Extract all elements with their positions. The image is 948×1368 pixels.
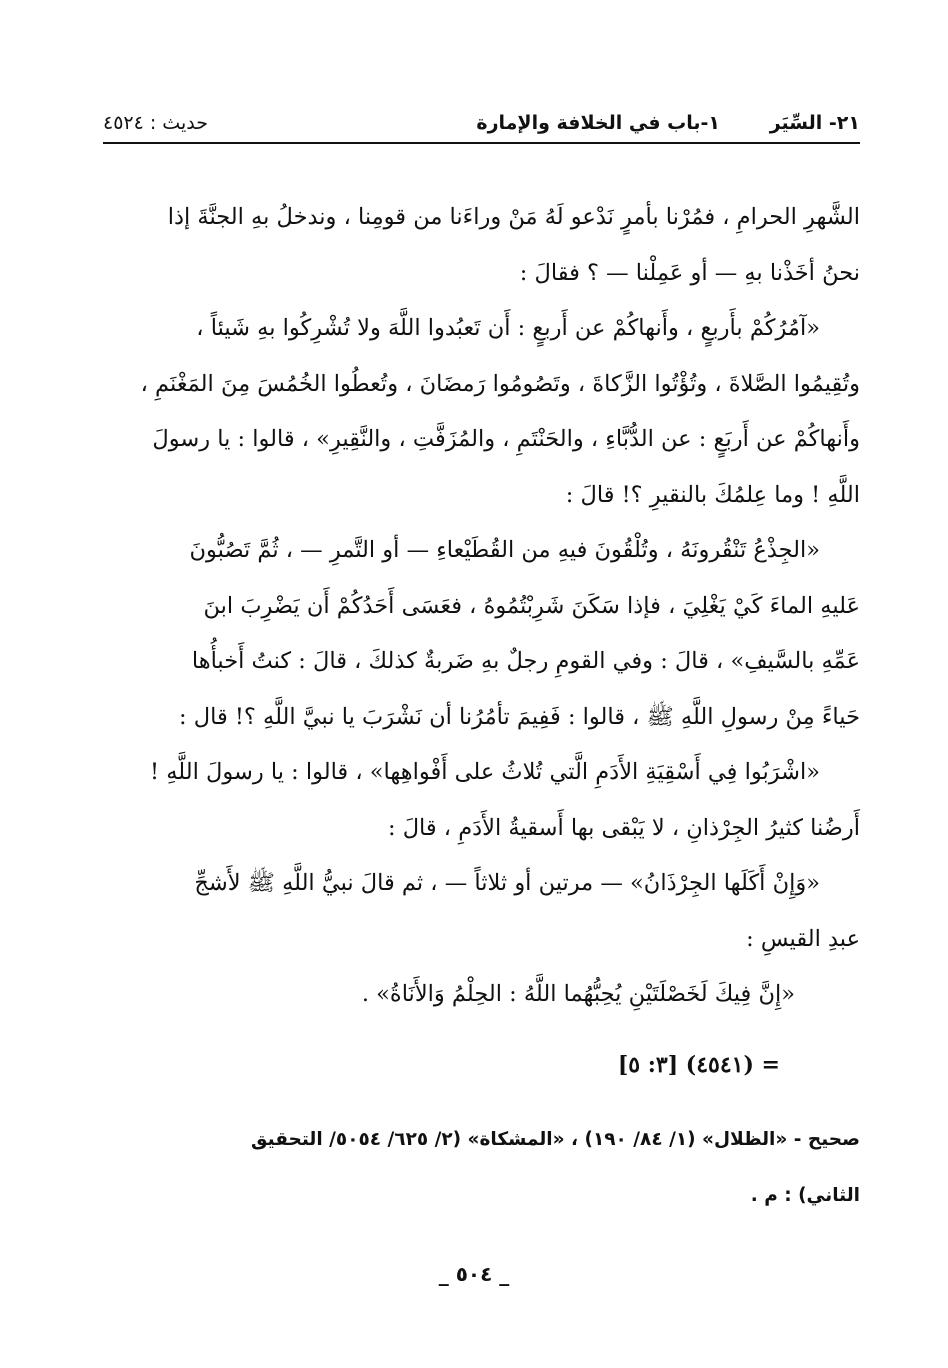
running-header xyxy=(103,108,860,144)
text-line: «وَإِنْ أَكَلَها الجِرْذَانُ» — مرتين أو ثلاثاً — ، ثم قالَ نبيُّ اللَّهِ ﷺ لأَشجِّ xyxy=(194,870,820,896)
cross-reference xyxy=(103,1052,860,1078)
text-line: وأَنهاكُمْ عن أَربَعٍ : عن الدُّبَّاءِ ، والحَنْتَمِ ، والمُزَفَّتِ ، والنَّقِيرِ» ، قالوا : يا رسولَ xyxy=(152,426,860,452)
text-line: الشَّهرِ الحرامِ ، فمُرْنا بأمرٍ نَدْعو لَهُ مَنْ وراءَنا من قومِنا ، وندخلُ بهِ الجنَّةَ إذا xyxy=(167,204,860,230)
text-line: عبدِ القيسِ : xyxy=(746,925,860,952)
note-line: صحيح - «الظلال» (١/ ٨٤/ ١٩٠) ، «المشكاة» (٢/ ٦٢٥/ ٥٠٥٤/ التحقيق xyxy=(250,1129,860,1150)
text-line: «الجِذْعُ تَنْقُرونَهُ ، وتُلْقُونَ فيهِ من القُطَيْعاءِ — أو التَّمرِ — ، ثُمَّ تَصُبُّونَ xyxy=(189,537,820,563)
text-line: اللَّهِ ! وما عِلمُكَ بالنقيرِ ؟! قالَ : xyxy=(565,481,860,508)
text-line: عَمِّهِ بالسَّيفِ» ، قالَ : وفي القومِ رجلٌ بهِ ضَربةٌ كذلكَ ، قالَ : كنتُ أَخبأُها xyxy=(191,648,860,674)
section-title: ١-باب في الخلافة والإمارة xyxy=(476,112,720,134)
text-line: عَليهِ الماءَ كَيْ يَغْلِيَ ، فإذا سَكَنَ شَرِبْتُمُوهُ ، فعَسَى أَحَدُكُمْ أَن يَضْرِبَ ابنَ xyxy=(203,592,860,619)
page-number: _ ٥٠٤ _ xyxy=(438,1262,510,1286)
hadith-number: حديث : ٤٥٢٤ xyxy=(103,112,208,134)
text-line: أَرضُنا كثيرُ الجِرْذانِ ، لا يَبْقى بها أَسقيةُ الأَدَمِ ، قالَ : xyxy=(387,814,860,841)
text-line: «إِنَّ فِيكَ لَخَصْلَتَيْنِ يُحِبُّهُما اللَّهُ : الحِلْمُ وَالأَنَاةُ» . xyxy=(361,981,795,1007)
text-line: نحنُ أخَذْنا بهِ — أو عَمِلْنا — ؟ فقالَ : xyxy=(519,259,860,286)
note-line: الثاني) : م . xyxy=(750,1185,860,1206)
grading-note xyxy=(103,1112,860,1224)
text-line: حَياءً مِنْ رسولِ اللَّهِ ﷺ ، قالوا : فَفِيمَ تأمُرُنا أن نَشْرَبَ يا نبيَّ اللَّهِ ؟! قال : xyxy=(179,703,860,730)
text-line: «اشْرَبُوا فِي أَسْقِيَةِ الأَدَمِ الَّتي تُلاثُ على أَفْواهِها» ، قالوا : يا رسولَ اللَّهِ ! xyxy=(150,759,820,785)
text-line: «آمُرُكُمْ بأَربعٍ ، وأَنهاكُمْ عن أَربعٍ : أَن تَعبُدوا اللَّهَ ولا تُشْرِكُوا بهِ شَيئاً ، xyxy=(196,315,820,341)
chapter-title: ٢١- السِّيَر xyxy=(769,112,860,134)
text-line: وتُقِيمُوا الصَّلاةَ ، وتُؤْتُوا الزَّكاةَ ، وتَصُومُوا رَمضَانَ ، وتُعطُوا الخُمُسَ مِنَ المَغْنَمِ ، xyxy=(140,370,860,397)
reference-text: = (٤٥٤١) [٣: ٥] xyxy=(617,1052,780,1078)
hadith-text xyxy=(103,190,860,1023)
